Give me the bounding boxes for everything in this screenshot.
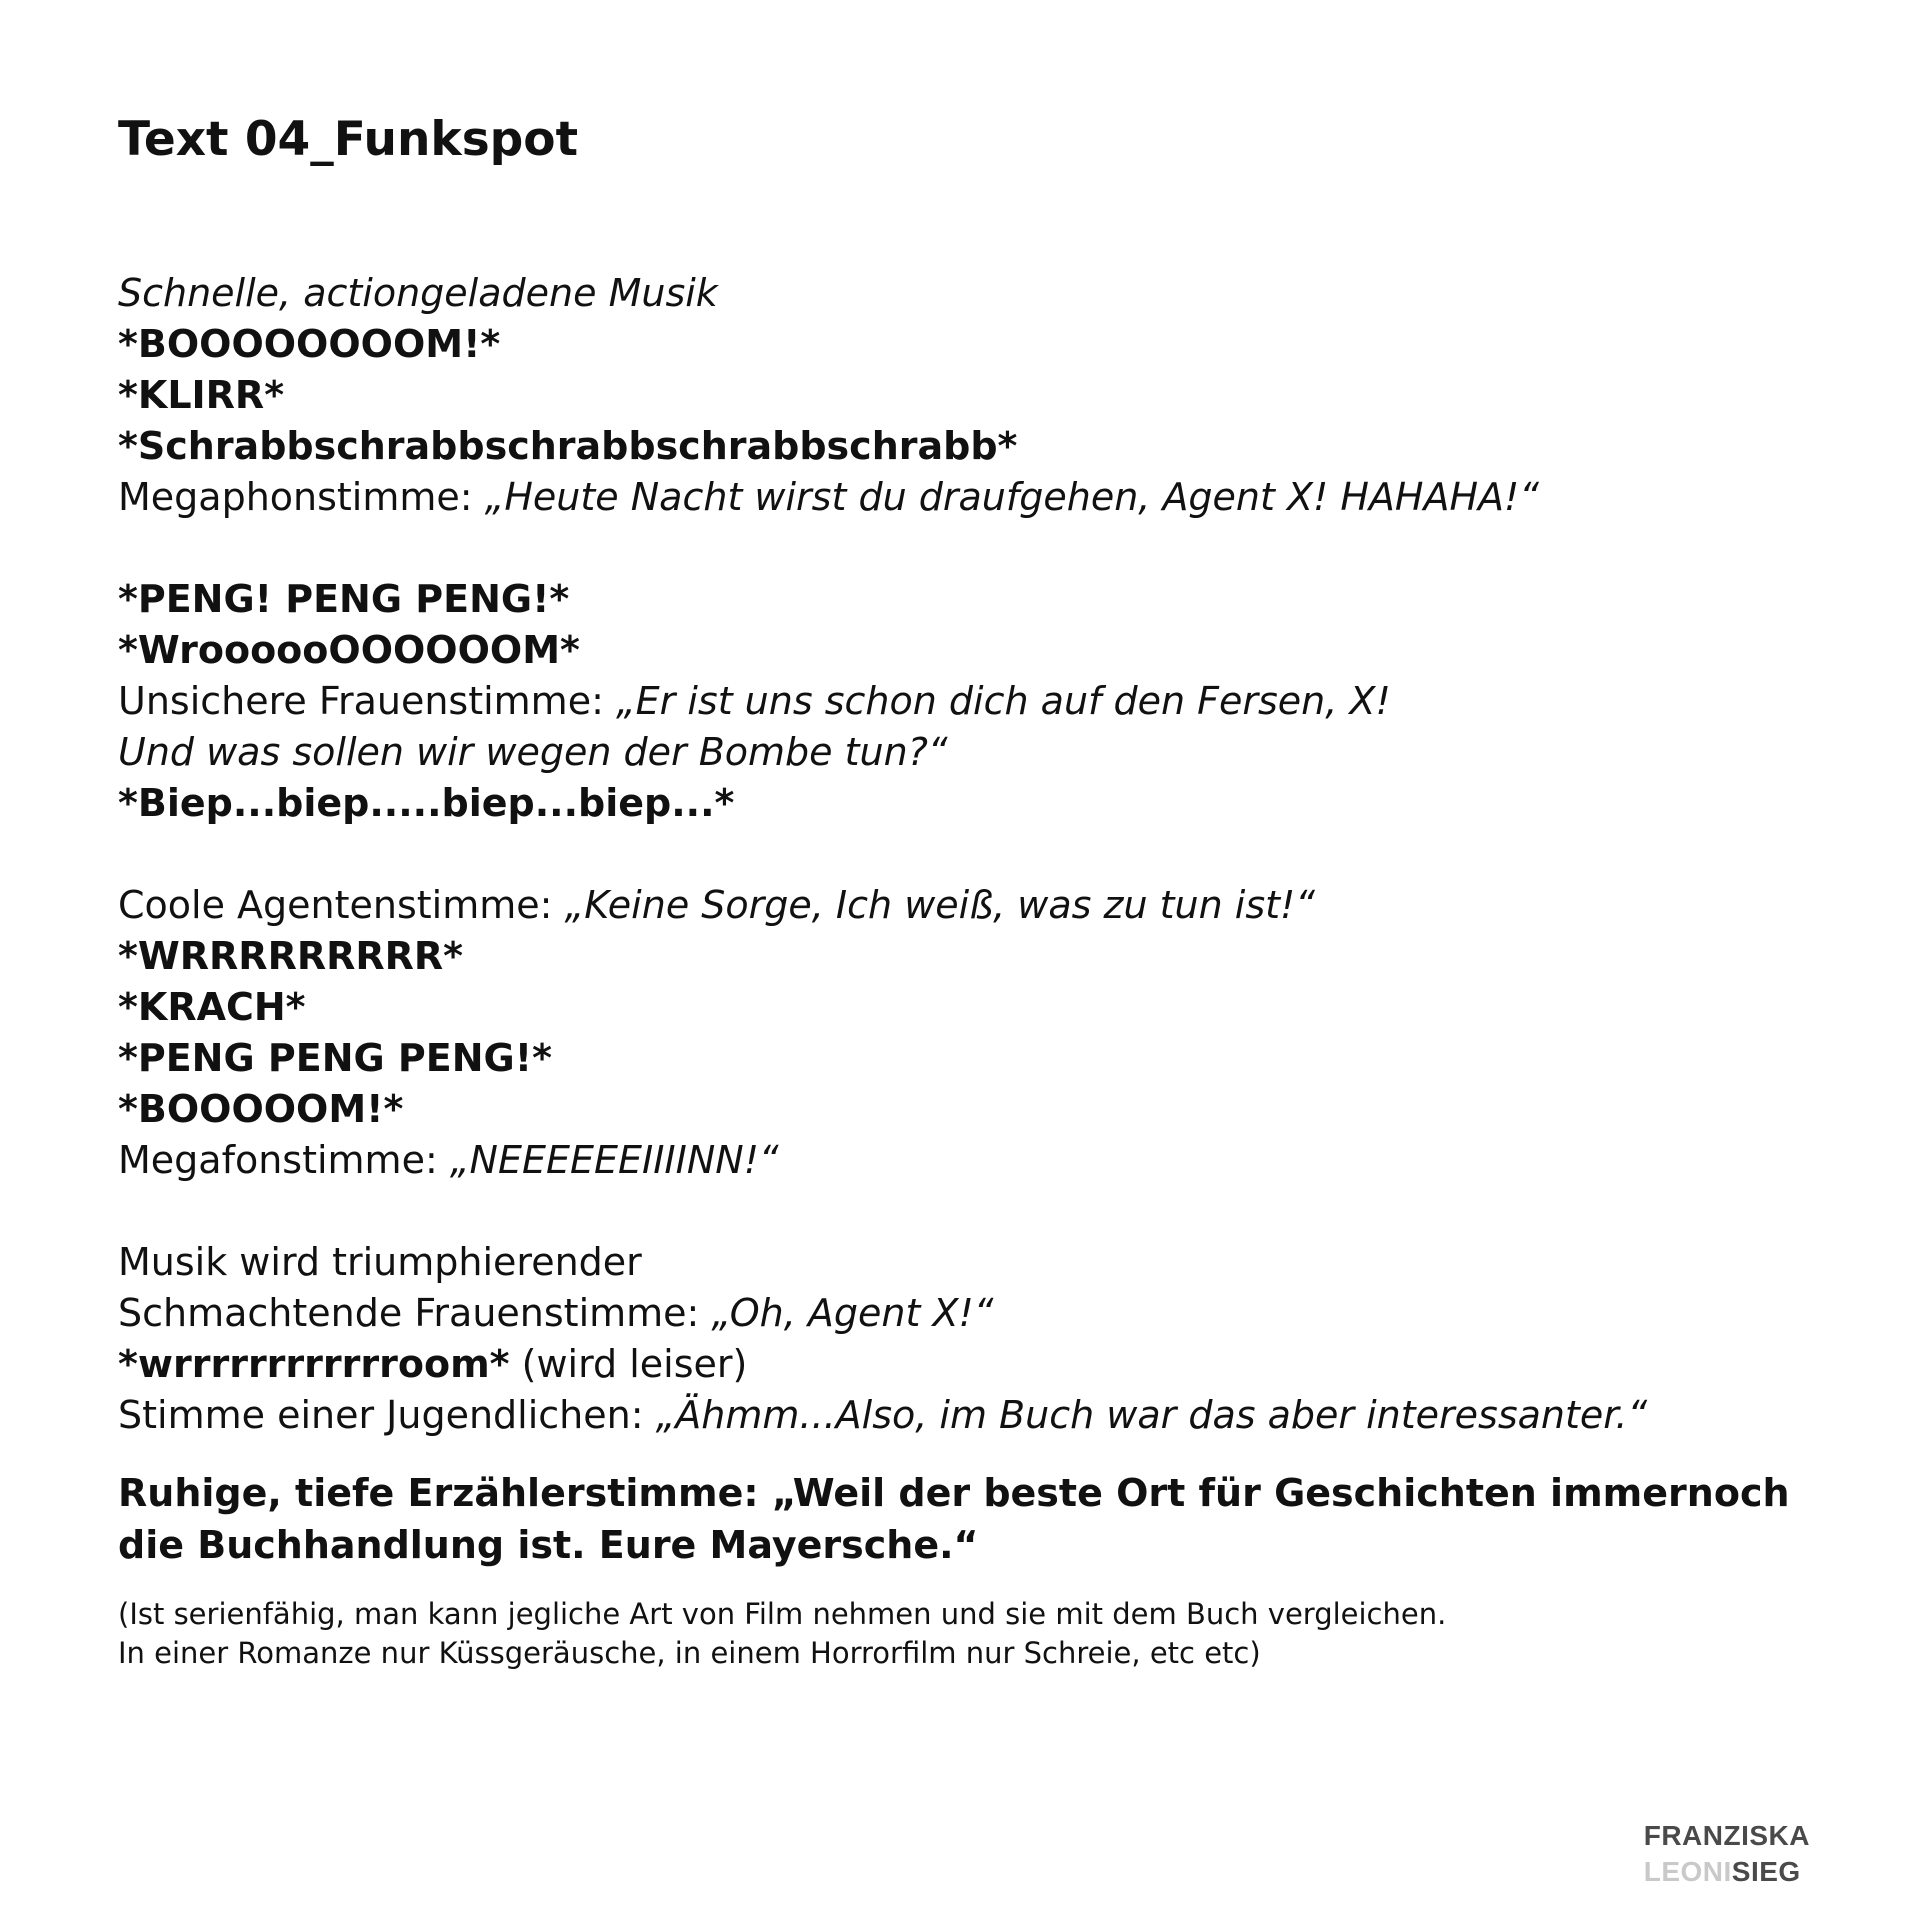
- author-name-line: [1644, 1854, 1810, 1890]
- dialogue-line: [118, 676, 1818, 727]
- author-middle-name: LEONI: [1643, 1856, 1732, 1887]
- author-first-name: FRANZISKA: [1643, 1820, 1810, 1851]
- sound-effect: *BOOOOOOOOM!*: [118, 322, 501, 366]
- dialogue-quote: „NEEEEEEIIIINN!“: [449, 1138, 779, 1182]
- dialogue-quote: „Oh, Agent X!“: [711, 1291, 994, 1335]
- speaker-label: Megafonstimme:: [118, 1138, 450, 1182]
- dialogue-line: [118, 472, 1818, 523]
- radio-spot-script: [118, 268, 1818, 1673]
- spacer: [118, 523, 1818, 574]
- speaker-label: Megaphonstimme:: [118, 475, 485, 519]
- author-signature: [1644, 1818, 1810, 1890]
- narrator-tagline: Ruhige, tiefe Erzählerstimme: „Weil der beste Ort für Geschichten immernoch: [118, 1471, 1790, 1515]
- sound-effect: *WRRRRRRRRR*: [118, 934, 464, 978]
- narrator-tagline-continued: die Buchhandlung ist. Eure Mayersche.“: [118, 1523, 979, 1567]
- dialogue-line: [118, 1135, 1818, 1186]
- stage-direction: Musik wird triumphierender: [118, 1240, 642, 1284]
- speaker-label: Unsichere Frauenstimme:: [118, 679, 616, 723]
- speaker-label: Schmachtende Frauenstimme:: [118, 1291, 712, 1335]
- dialogue-line: [118, 1390, 1818, 1441]
- stage-direction: Schnelle, actiongeladene Musik: [118, 271, 718, 315]
- sound-effect: *KLIRR*: [118, 373, 285, 417]
- dialogue-quote: „Heute Nacht wirst du draufgehen, Agent X! HAHAHA!“: [484, 475, 1539, 519]
- page-title: Text 04_Funkspot: [118, 112, 579, 167]
- dialogue-quote: „Ähmm...Also, im Buch war das aber interessanter.“: [655, 1393, 1648, 1437]
- sound-effect: *Schrabbschrabbschrabbschrabbschrabb*: [118, 424, 1018, 468]
- dialogue-quote: „Keine Sorge, Ich weiß, was zu tun ist!“: [564, 883, 1315, 927]
- spacer: [118, 1186, 1818, 1237]
- speaker-label: Stimme einer Jugendlichen:: [118, 1393, 656, 1437]
- dialogue-line: [118, 1288, 1818, 1339]
- sound-effect: *KRACH*: [118, 985, 306, 1029]
- author-last-name: SIEG: [1731, 1856, 1801, 1887]
- speaker-label: Coole Agentenstimme:: [118, 883, 565, 927]
- sound-effect: *Biep...biep.....biep...biep...*: [118, 781, 735, 825]
- series-note-continued: In einer Romanze nur Küssgeräusche, in einem Horrorfilm nur Schreie, etc etc): [118, 1636, 1261, 1670]
- series-note: (Ist serienfähig, man kann jegliche Art von Film nehmen und sie mit dem Buch vergleichen.: [118, 1597, 1447, 1631]
- dialogue-line: [118, 880, 1818, 931]
- sound-effect: *WroooooOOOOOOM*: [118, 628, 580, 672]
- dialogue-quote-continued: Und was sollen wir wegen der Bombe tun?“: [118, 730, 948, 774]
- sound-effect-line: [118, 1339, 1818, 1390]
- sound-effect-note: (wird leiser): [509, 1342, 748, 1386]
- dialogue-quote: „Er ist uns schon dich auf den Fersen, X!: [615, 679, 1391, 723]
- sound-effect: *wrrrrrrrrrrrroom*: [118, 1342, 510, 1386]
- sound-effect: *BOOOOOM!*: [118, 1087, 404, 1131]
- sound-effect: *PENG PENG PENG!*: [118, 1036, 552, 1080]
- spacer: [118, 829, 1818, 880]
- sound-effect: *PENG! PENG PENG!*: [118, 577, 570, 621]
